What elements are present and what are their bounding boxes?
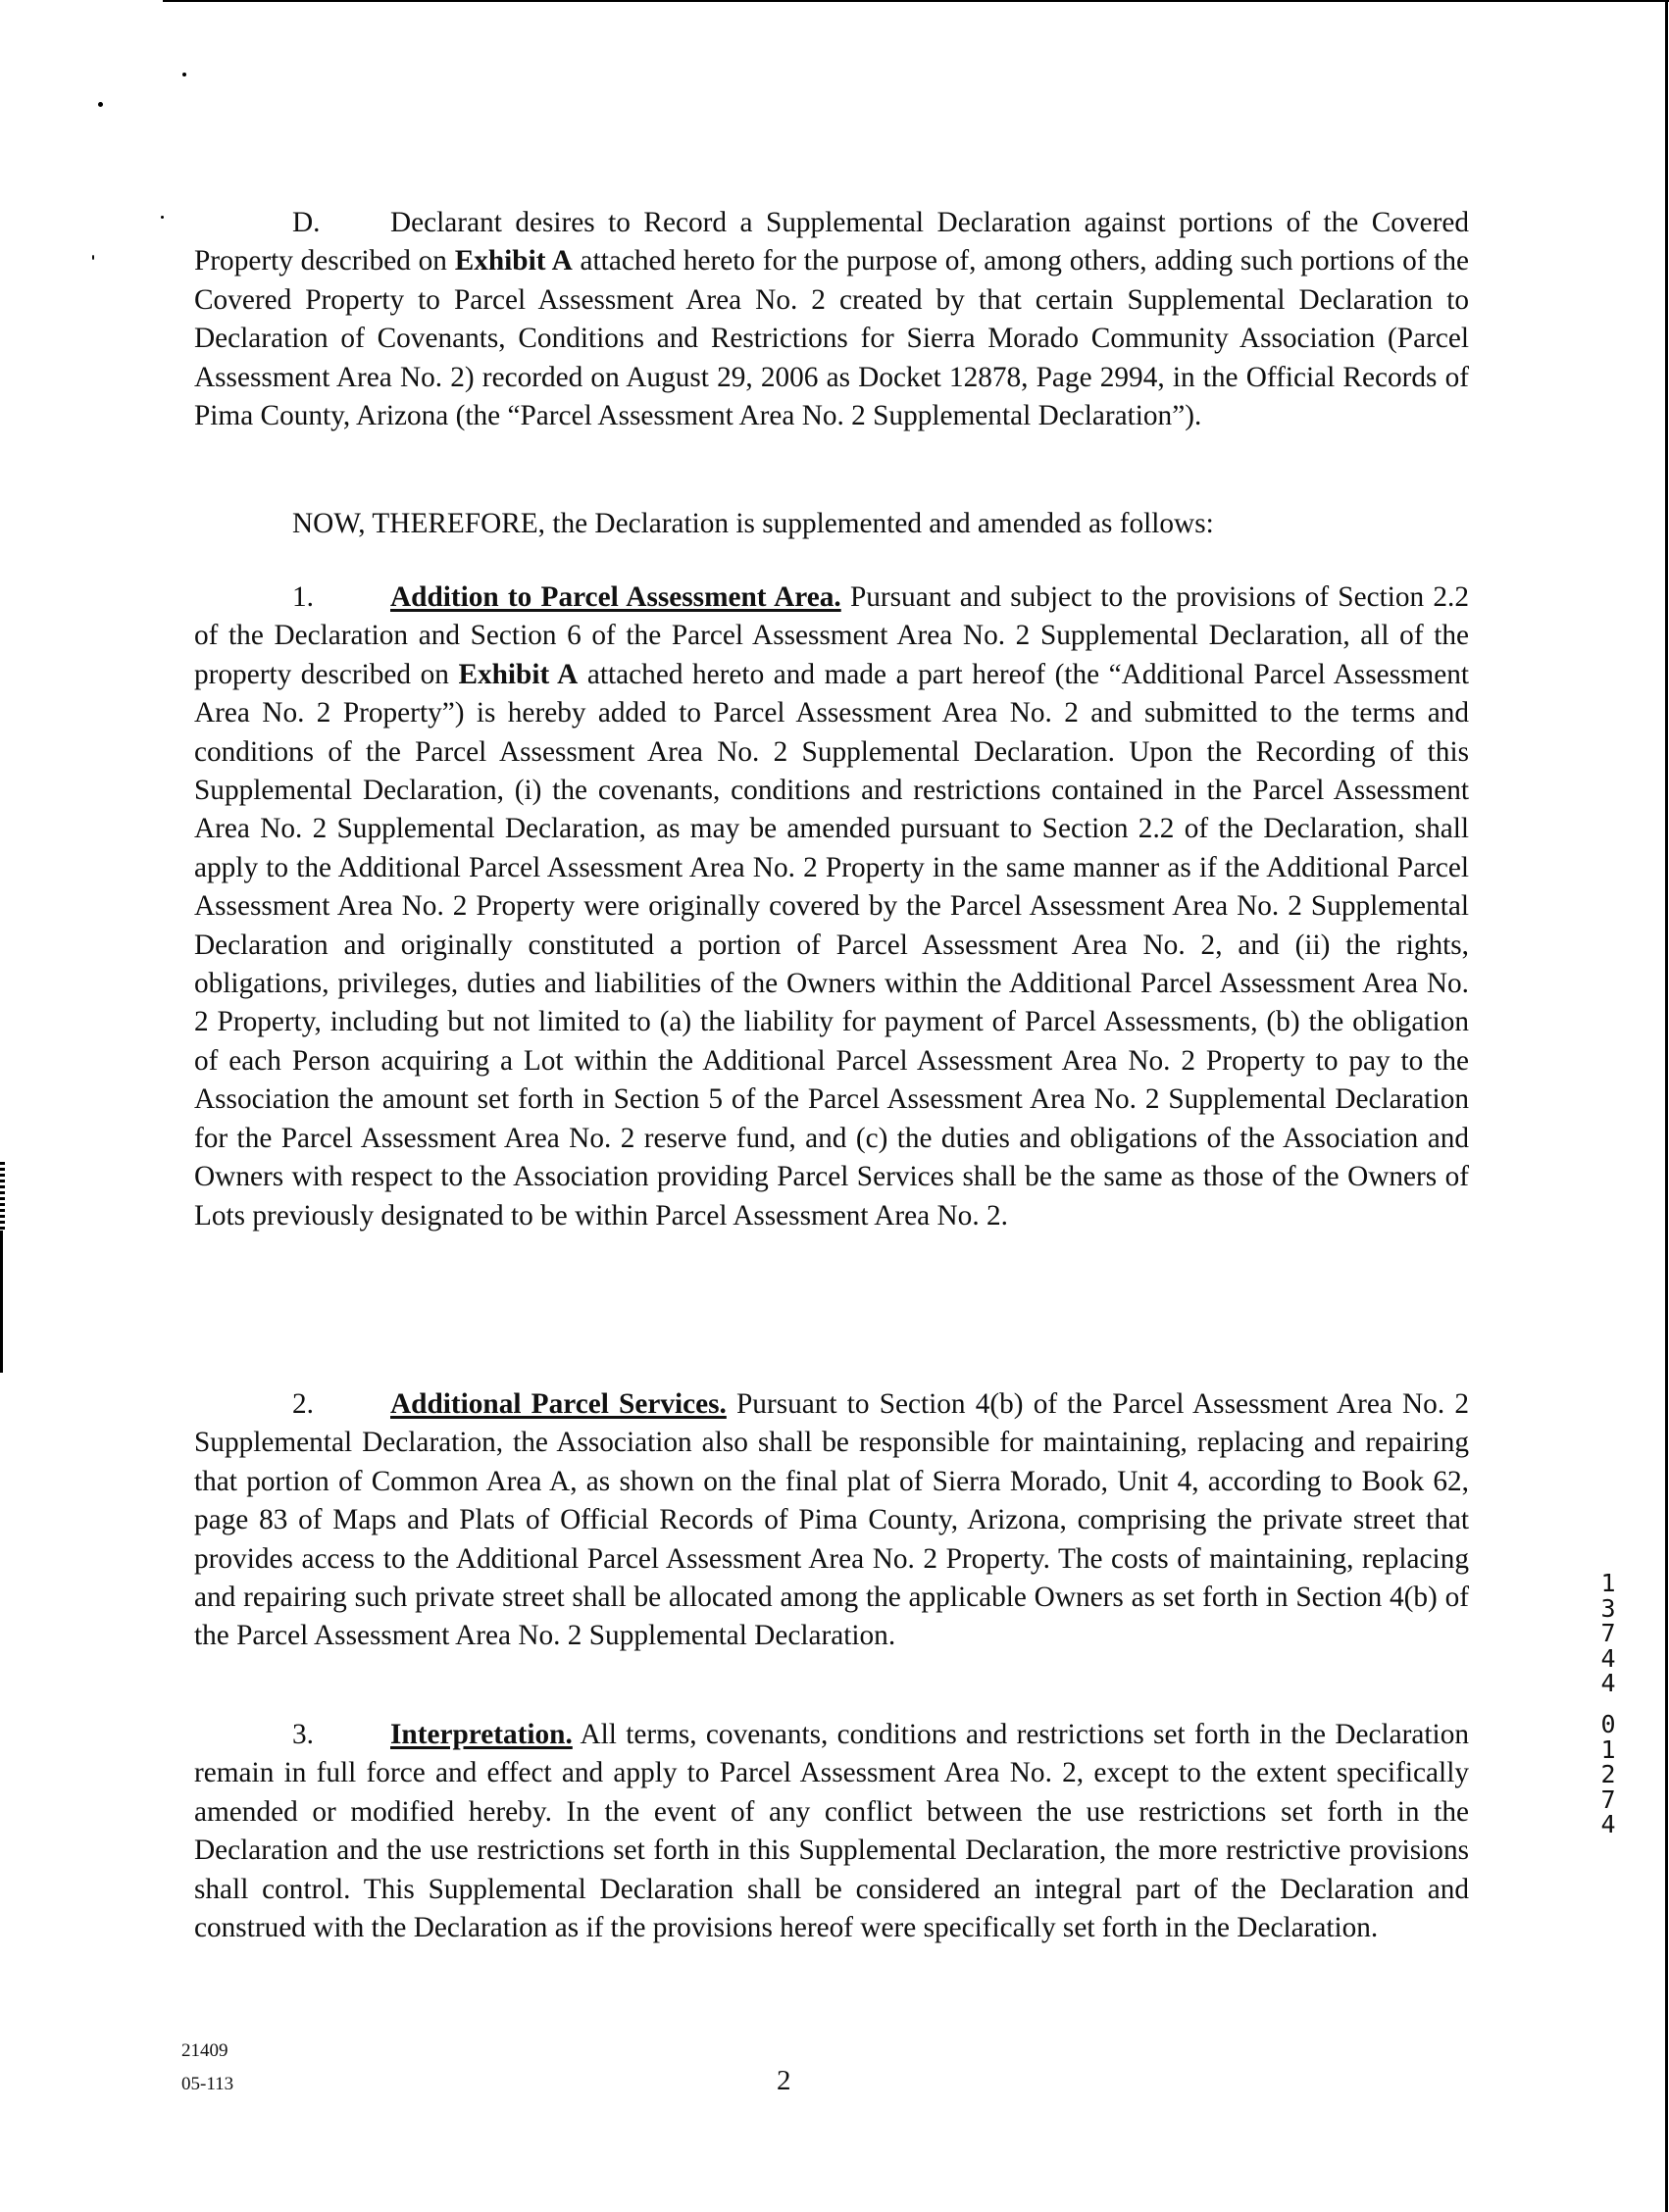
scan-speck — [98, 102, 103, 107]
stamp-digit: 1 — [1600, 1569, 1616, 1597]
scan-speck — [92, 255, 94, 260]
exhibit-a-reference: Exhibit A — [458, 658, 579, 690]
stamp-digit: 3 — [1600, 1593, 1616, 1623]
section-1-text: Pursuant and subject to the provisions of Section 2.2 of the Declaration and Section 6 of the Parcel Assessment Area No. 2 Supplemental Declaration, all of the property described on — [194, 581, 1469, 690]
section-1-heading: Addition to Parcel Assessment Area. — [390, 581, 841, 613]
section-3-number: 3. — [292, 1719, 314, 1750]
recital-d-text-cont: attached hereto for the purpose of, among others, adding such portions of the Covered Property to Parcel Assessment Area No. 2 created by that certain Supplemental Declaration to Declaration of Covenants, Conditions and Restrictions for Sierra Morado Community Association (Parcel Assessment Area No. 2) recorded on August 29, 2006 as Docket 12878, Page 2994, in the Official Records of Pima County, Arizona (the “Parcel Assessment Area No. 2 Supplemental Declaration”). — [194, 245, 1470, 432]
section-3-text: All terms, covenants, conditions and restrictions set forth in the Declaration remain in full force and effect and apply to Parcel Assessment Area No. 2, except to the extent specifically amended or modified hereby. In the event of any conflict between the use restrictions set forth in the Declaration and the use restrictions set forth in this Supplemental Declaration, the more restrictive provisions shall control. This Supplemental Declaration shall be considered an integral part of the Declaration and construed with the Declaration as if the provisions hereof were specifically set forth in the Declaration. — [194, 1719, 1469, 1944]
recording-page-stamp — [1596, 1712, 1620, 1837]
exhibit-a-reference: Exhibit A — [454, 245, 573, 277]
section-2-heading: Additional Parcel Services. — [390, 1388, 727, 1420]
section-2 — [194, 1385, 1469, 1656]
footer-document-id: 21409 — [181, 2040, 228, 2061]
stamp-digit: 1 — [1600, 1734, 1616, 1764]
stamp-digit: 0 — [1600, 1710, 1616, 1738]
footer-matter-number: 05-113 — [181, 2074, 234, 2094]
recital-d-text: Declarant desires to Record a Supplemental Declaration against portions of the Covered Property described on — [194, 207, 1469, 277]
stamp-digit: 4 — [1600, 1643, 1616, 1673]
recital-d — [194, 204, 1469, 435]
stamp-digit: 7 — [1600, 1785, 1616, 1814]
scan-speck — [182, 73, 186, 76]
section-1-text-cont: attached hereto and made a part hereof (the “Additional Parcel Assessment Area No. 2 Property”) is hereby added to Parcel Assessment Area No. 2 and submitted to the terms and conditions of the Parcel Assessment Area No. 2 Supplemental Declaration. Upon the Recording of this Supplemental Declaration, (i) the covenants, conditions and restrictions contained in the Parcel Assessment Area No. 2 Supplemental Declaration, as may be amended pursuant to Section 2.2 of the Declaration, shall apply to the Additional Parcel Assessment Area No. 2 Property in the same manner as if the Additional Parcel Assessment Area No. 2 Property were originally covered by the Parcel Assessment Area No. 2 Supplemental Declaration and originally constituted a portion of Parcel Assessment Area No. 2, and (ii) the rights, obligations, privileges, duties and liabilities of the Owners within the Additional Parcel Assessment Area No. 2 Property, including but not limited to (a) the liability for payment of Parcel Assessments, (b) the obligation of each Person acquiring a Lot within the Additional Parcel Assessment Area No. 2 Property to pay to the Association the amount set forth in Section 5 of the Parcel Assessment Area No. 2 Supplemental Declaration for the Parcel Assessment Area No. 2 reserve fund, and (c) the duties and obligations of the Association and Owners with respect to the Association providing Parcel Services shall be the same as those of the Owners of Lots previously designated to be within Parcel Assessment Area No. 2. — [194, 658, 1469, 1232]
scan-border-top — [163, 0, 1669, 2]
stamp-digit: 2 — [1600, 1760, 1616, 1788]
section-3 — [194, 1716, 1469, 1947]
section-2-text: Pursuant to Section 4(b) of the Parcel Assessment Area No. 2 Supplemental Declaration, the Association also shall be responsible for maintaining, replacing and repairing that portion of Common Area A, as shown on the final plat of Sierra Morado, Unit 4, according to Book 62, page 83 of Maps and Plats of Official Records of Pima County, Arizona, comprising the private street that provides access to the Additional Parcel Assessment Area No. 2 Property. The costs of maintaining, replacing and repairing such private street shall be allocated among the applicable Owners as set forth in Section 4(b) of the Parcel Assessment Area No. 2 Supplemental Declaration. — [194, 1388, 1469, 1652]
now-therefore-clause: NOW, THEREFORE, the Declaration is supplemented and amended as follows: — [292, 508, 1214, 539]
page-number: 2 — [777, 2065, 791, 2096]
scan-speck — [161, 216, 164, 219]
stamp-digit: 4 — [1600, 1810, 1616, 1838]
stamp-digit: 4 — [1600, 1669, 1616, 1697]
section-1 — [194, 578, 1469, 1235]
scan-border-right — [1665, 0, 1668, 2212]
section-2-number: 2. — [292, 1388, 314, 1420]
scan-artifact-left-dashes — [0, 1162, 5, 1231]
section-1-number: 1. — [292, 581, 314, 613]
section-3-heading: Interpretation. — [390, 1719, 573, 1750]
stamp-digit: 7 — [1600, 1619, 1616, 1647]
recording-docket-stamp — [1596, 1571, 1620, 1696]
recital-d-label: D. — [292, 207, 321, 238]
